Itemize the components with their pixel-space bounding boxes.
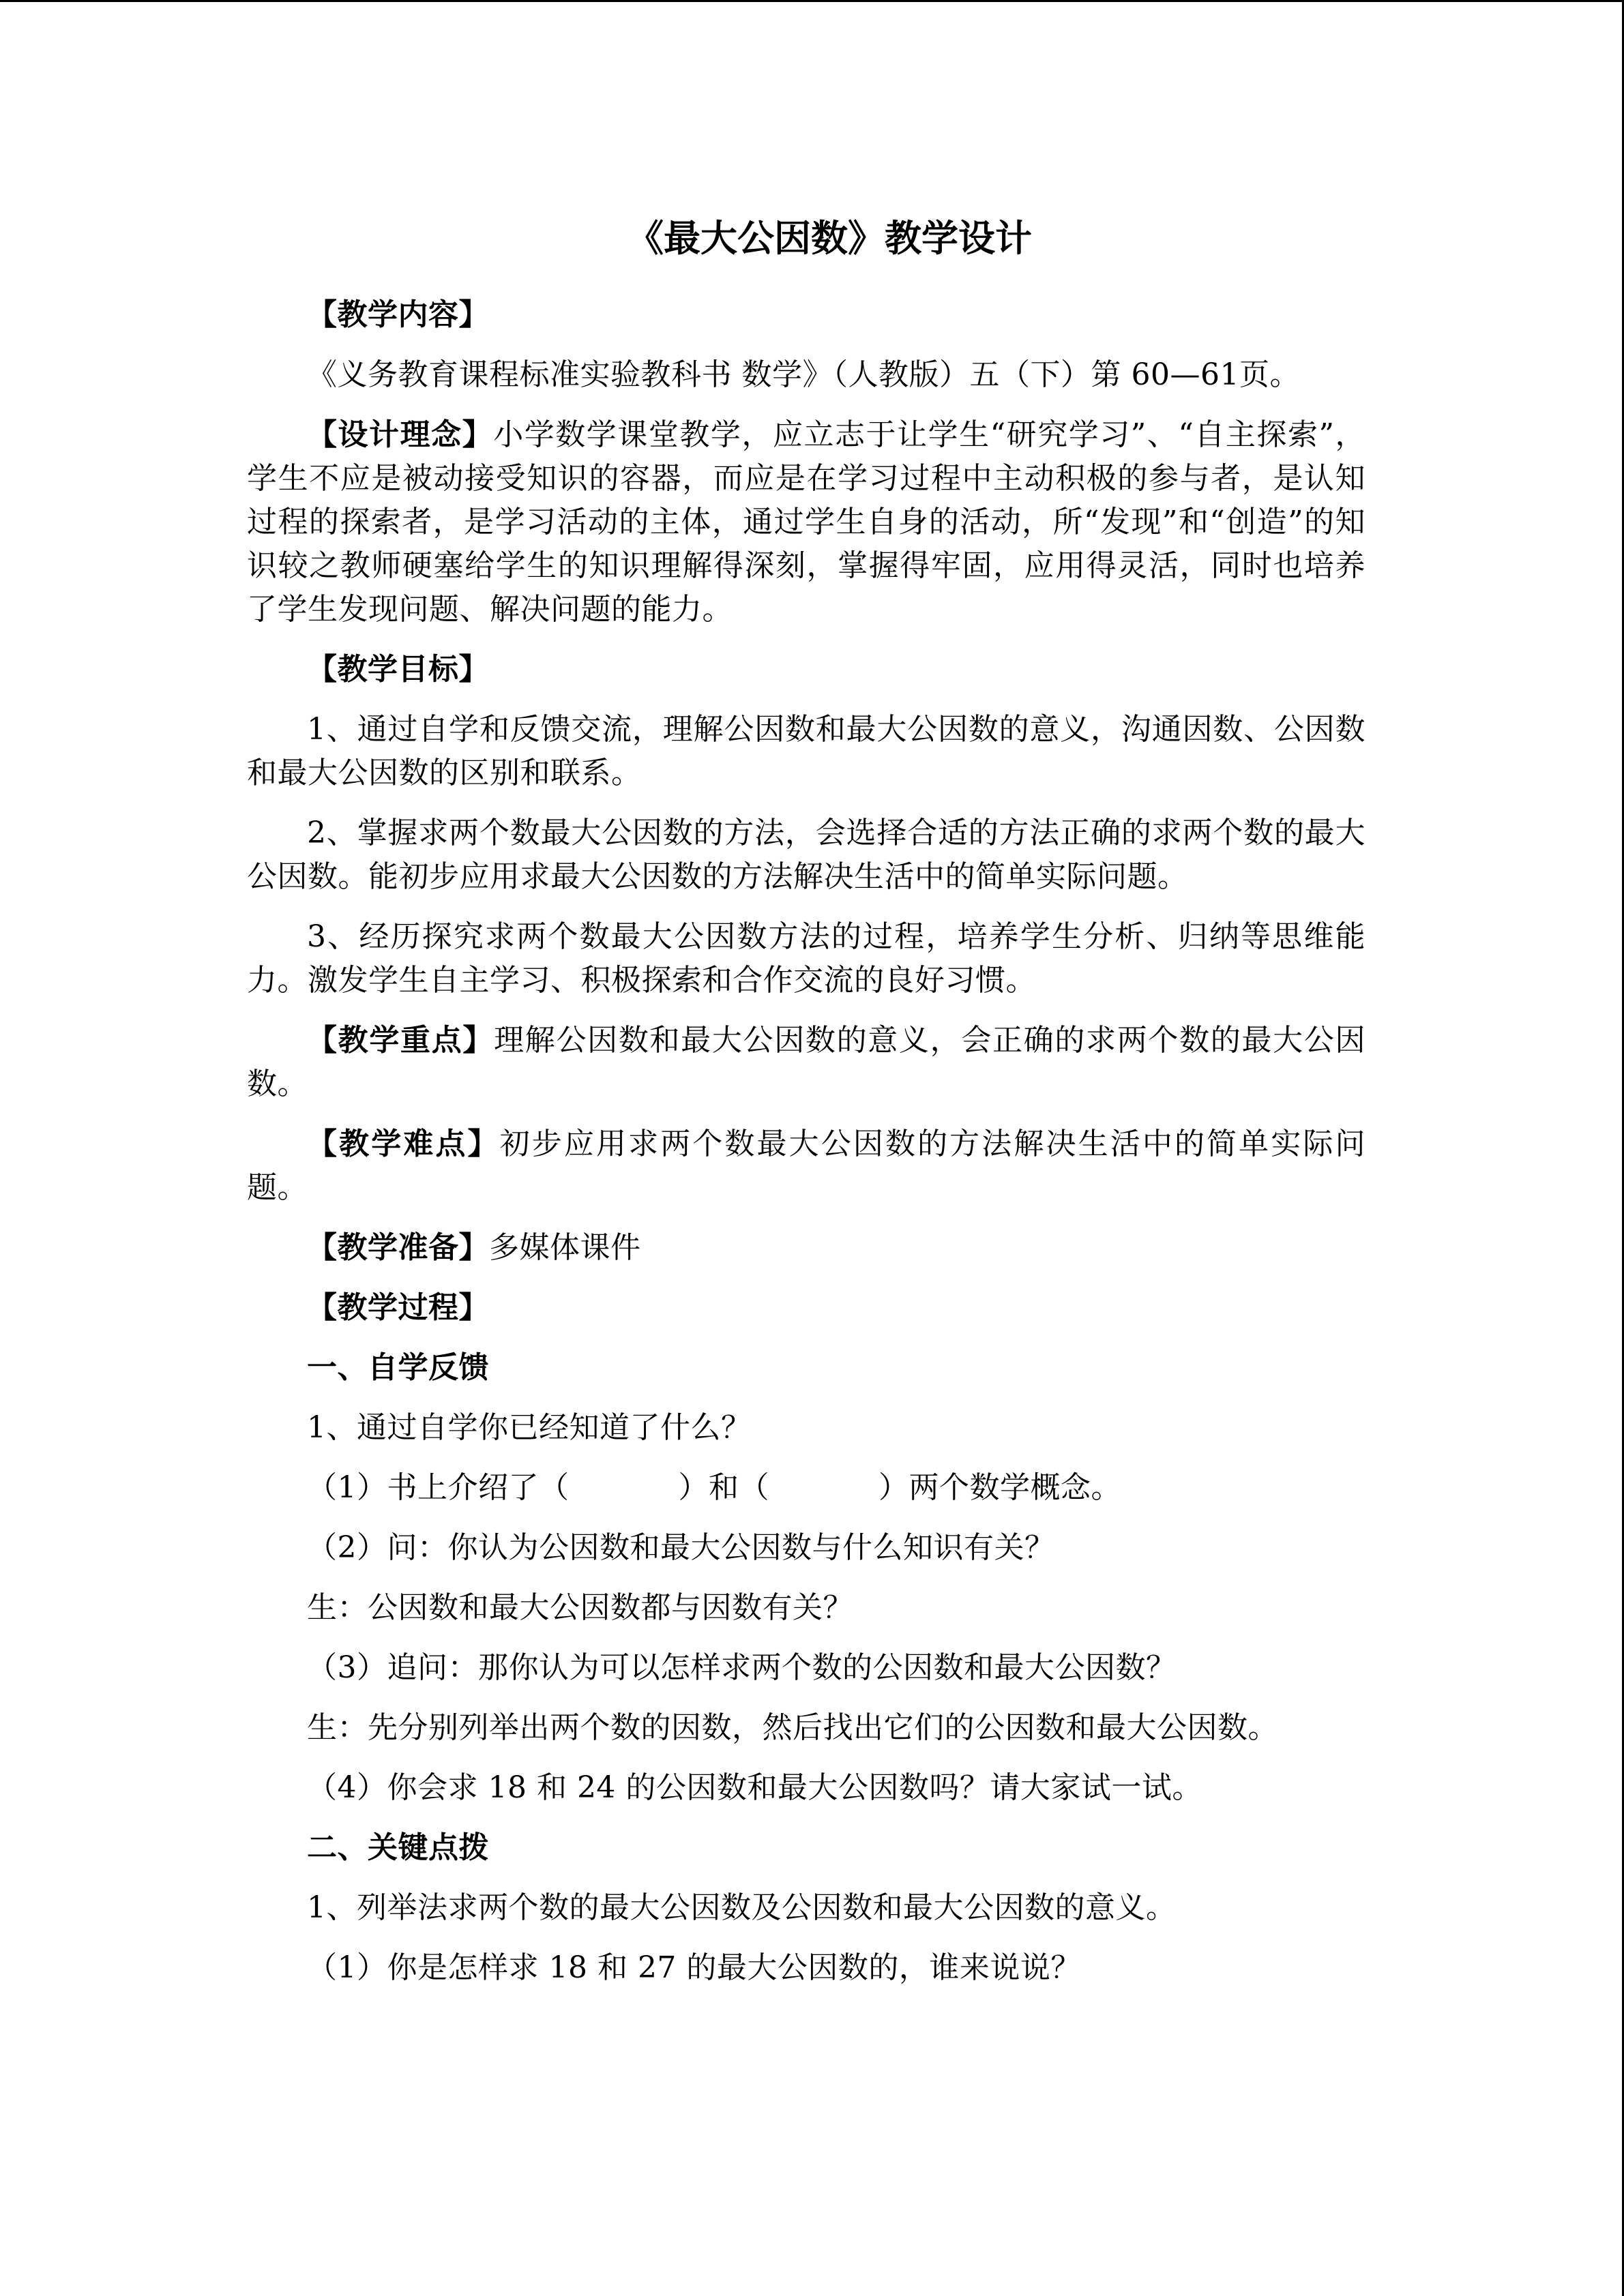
- part1-item-4: （4）你会求 18 和 24 的公因数和最大公因数吗？请大家试一试。: [307, 1770, 1202, 1805]
- section-heading-prep: 【教学准备】: [307, 1230, 489, 1265]
- part1-item-1-b: ）和（: [678, 1470, 769, 1505]
- section-heading-concept: 【设计理念】: [307, 417, 494, 452]
- part1-item-1-a: （1）书上介绍了（: [307, 1470, 570, 1505]
- part1-question: 1、通过自学你已经知道了什么？: [307, 1410, 752, 1445]
- part1-item-1: [247, 1466, 1365, 1510]
- part1-item-3-answer: 生：先分别列举出两个数的因数，然后找出它们的公因数和最大公因数。: [307, 1710, 1278, 1745]
- document-body: [247, 205, 1365, 2006]
- part1-item-2: （2）问：你认为公因数和最大公因数与什么知识有关？: [307, 1530, 1055, 1565]
- section-heading-process: 【教学过程】: [307, 1290, 489, 1325]
- section-heading-content: 【教学内容】: [307, 297, 489, 332]
- paragraph-content: 《义务教育课程标准实验教科书 数学》（人教版）五（下）第 60—61页。: [307, 357, 1300, 392]
- part2-item-1-1: （1）你是怎样求 18 和 27 的最大公因数的，谁来说说？: [307, 1950, 1081, 1985]
- paragraph-concept: [247, 413, 1365, 631]
- part1-item-2-answer: 生：公因数和最大公因数都与因数有关？: [307, 1590, 853, 1625]
- paragraph-goal-3: 3、经历探究求两个数最大公因数方法的过程，培养学生分析、归纳等思维能力。激发学生自主学习、积极探索和合作交流的良好习惯。: [247, 919, 1365, 998]
- part2-item-1: 1、列举法求两个数的最大公因数及公因数和最大公因数的意义。: [307, 1890, 1177, 1925]
- key-text: 理解公因数和最大公因数的意义，会正确的求两个数的最大公因数。: [247, 1023, 1366, 1101]
- part1-heading: 一、自学反馈: [307, 1350, 489, 1385]
- section-heading-key: 【教学重点】: [307, 1023, 494, 1058]
- paragraph-goal-1: 1、通过自学和反馈交流，理解公因数和最大公因数的意义，沟通因数、公因数和最大公因数的区别和联系。: [247, 712, 1365, 790]
- part1-item-1-c: ）两个数学概念。: [879, 1470, 1121, 1505]
- prep-text: 多媒体课件: [489, 1230, 641, 1265]
- page-title: 《最大公因数》教学设计: [627, 217, 1032, 260]
- paragraph-prep: [247, 1226, 1365, 1270]
- paragraph-key: [247, 1019, 1365, 1106]
- paragraph-goal-2: 2、掌握求两个数最大公因数的方法，会选择合适的方法正确的求两个数的最大公因数。能初步应用求最大公因数的方法解决生活中的简单实际问题。: [247, 816, 1365, 894]
- section-heading-difficulty: 【教学难点】: [307, 1127, 500, 1161]
- part2-heading: 二、关键点拨: [307, 1830, 489, 1865]
- difficulty-text: 初步应用求两个数最大公因数的方法解决生活中的简单实际问题。: [247, 1127, 1365, 1205]
- section-heading-goals: 【教学目标】: [307, 652, 489, 687]
- concept-text: 小学数学课堂教学，应立志于让学生“研究学习”、“自主探索”，学生不应是被动接受知识的容器，而应是在学习过程中主动积极的参与者，是认知过程的探索者，是学习活动的主体，通过学生自身的活动，所“发现”和“创造”的知识较之教师硬塞给学生的知识理解得深刻，掌握得牢固，应用得灵活，同时也培养了学生发现问题、解决问题的能力。: [247, 417, 1366, 627]
- part1-item-3: （3）追问：那你认为可以怎样求两个数的公因数和最大公因数？: [307, 1650, 1177, 1685]
- paragraph-difficulty: [247, 1122, 1365, 1210]
